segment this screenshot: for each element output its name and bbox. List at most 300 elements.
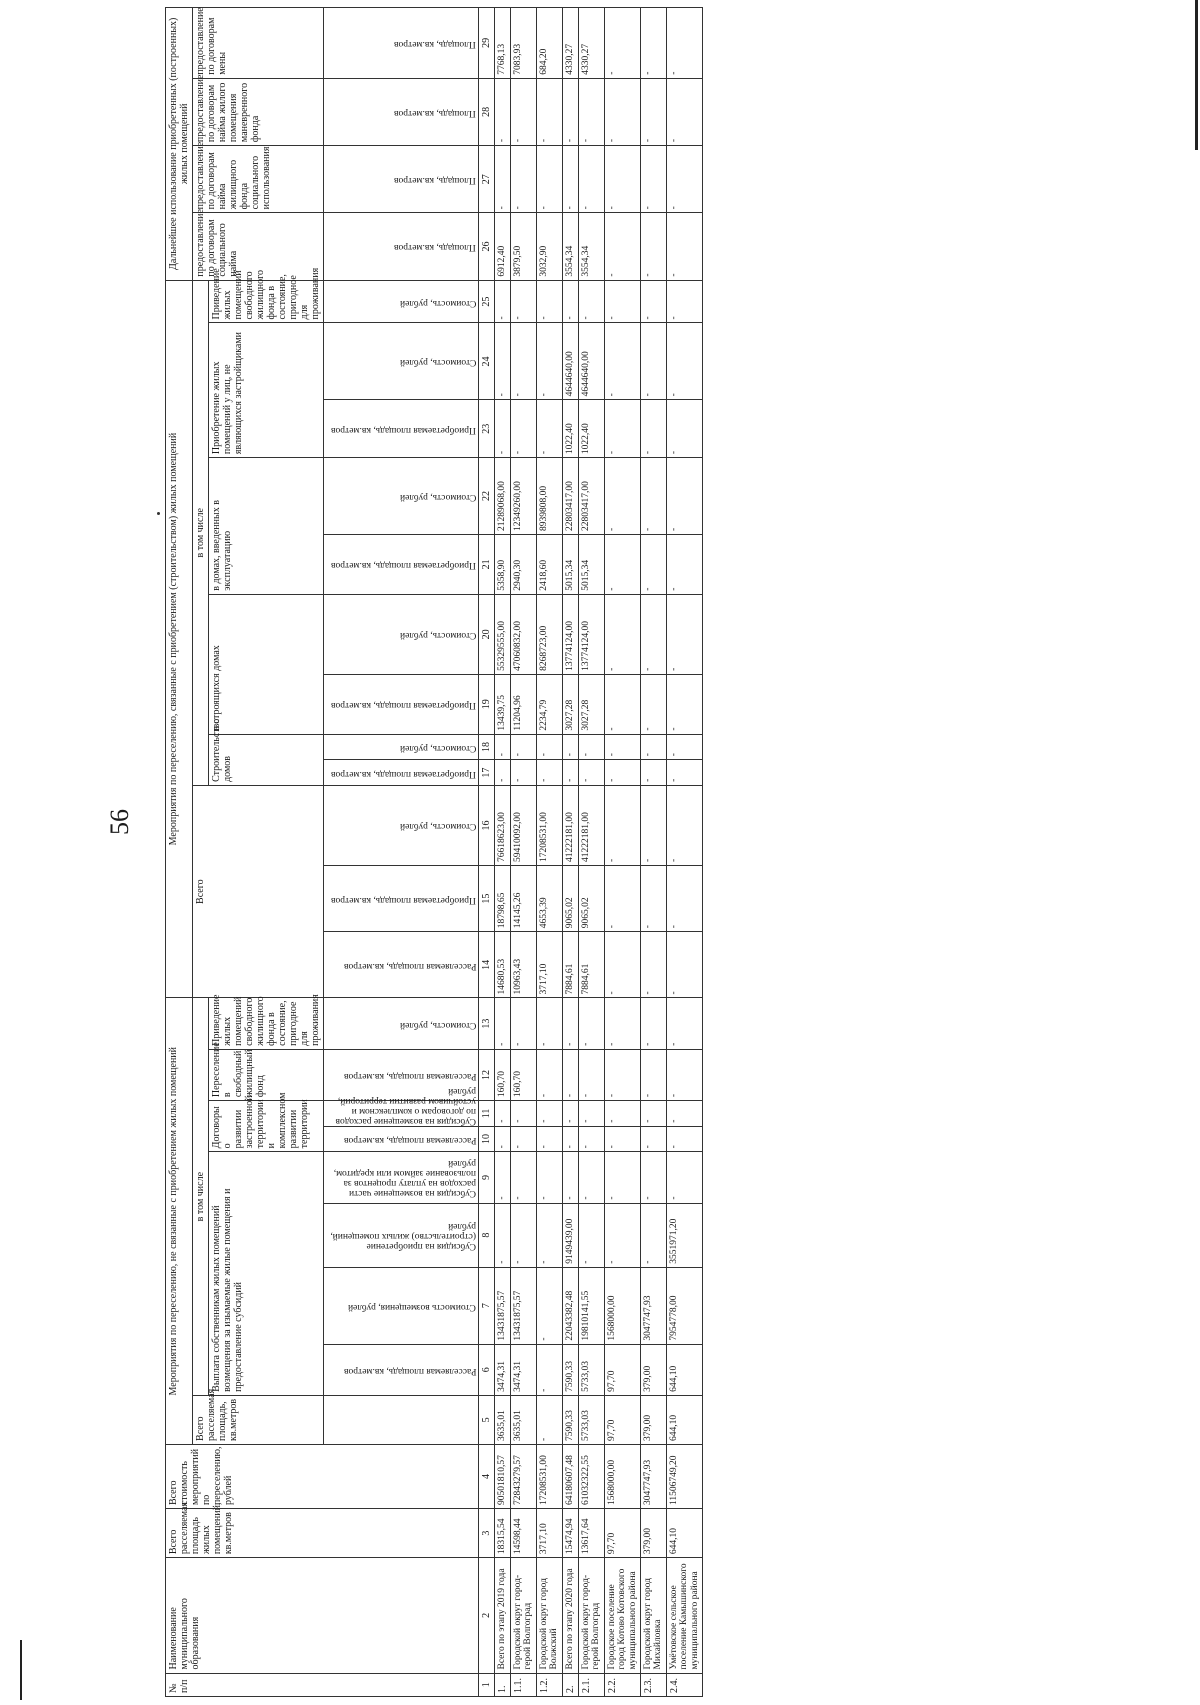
table-cell: - <box>511 1101 537 1127</box>
column-number: 3 <box>479 1509 495 1558</box>
table-cell: - <box>666 594 702 674</box>
column-number: 25 <box>479 280 495 323</box>
row-municipality-name: Городской округ город Волжский <box>536 1558 562 1673</box>
row-municipality-name: Городское поселение город Котово Котовского муниципального района <box>604 1558 640 1673</box>
table-cell: 41222181,00 <box>578 785 604 865</box>
table-cell: - <box>640 8 666 79</box>
column-number: 15 <box>479 866 495 932</box>
header-further-use: Дальнейшее использование приобретенных (построенных) жилых помещений <box>166 8 193 281</box>
table-cell: - <box>604 594 640 674</box>
unit-label: Расселяемая площадь, кв.метров <box>324 1049 479 1100</box>
table-cell: - <box>640 1049 666 1100</box>
row-number: 2.4. <box>666 1673 702 1696</box>
table-cell: - <box>511 760 537 786</box>
table-cell: - <box>640 1152 666 1203</box>
table-cell: - <box>666 1049 702 1100</box>
table-cell: 14680,53 <box>495 932 511 998</box>
table-cell: - <box>536 280 562 323</box>
column-number: 9 <box>479 1152 495 1203</box>
table-cell: 13439,75 <box>495 674 511 734</box>
row-municipality-name: Городской округ город-герой Волгоград <box>511 1558 537 1673</box>
table-cell: - <box>536 998 562 1049</box>
table-cell: 3554,34 <box>562 213 578 280</box>
table-cell: - <box>495 998 511 1049</box>
column-number: 1 <box>479 1673 495 1696</box>
column-number: 2 <box>479 1558 495 1673</box>
table-cell: - <box>578 1101 604 1127</box>
table-cell: 76618623,00 <box>495 785 511 865</box>
table-cell: 17208531,00 <box>536 1444 562 1508</box>
table-row <box>511 8 537 1697</box>
table-cell: - <box>511 78 537 145</box>
table-cell: - <box>666 1101 702 1127</box>
table-cell: 4330,27 <box>578 8 604 79</box>
unit-label: Площадь, кв.метров <box>324 146 479 213</box>
table-cell: - <box>640 785 666 865</box>
table-cell: - <box>562 280 578 323</box>
table-cell: 9065,02 <box>578 866 604 932</box>
table-cell: - <box>604 674 640 734</box>
column-number-row <box>479 8 495 1697</box>
table-cell: - <box>604 534 640 594</box>
table-cell: 3717,10 <box>536 932 562 998</box>
table-cell: - <box>495 146 511 213</box>
table-cell: 13431875,57 <box>511 1267 537 1344</box>
table-cell: - <box>578 1126 604 1152</box>
table-cell: - <box>562 78 578 145</box>
table-cell: - <box>666 734 702 760</box>
table-cell: - <box>562 734 578 760</box>
table-cell: - <box>495 1152 511 1203</box>
table-cell: - <box>666 785 702 865</box>
table-cell: 8268723,00 <box>536 594 562 674</box>
column-number: 28 <box>479 78 495 145</box>
table-cell: - <box>578 1152 604 1203</box>
table-cell: 47060832,00 <box>511 594 537 674</box>
table-cell: - <box>604 998 640 1049</box>
table-cell: - <box>604 280 640 323</box>
table-cell: - <box>578 734 604 760</box>
table-cell: 5358,90 <box>495 534 511 594</box>
header-construction: Строительство домов <box>209 734 324 785</box>
table-cell: - <box>511 998 537 1049</box>
table-cell: - <box>495 323 511 400</box>
unit-label: Расселяемая площадь, кв.метров <box>324 1344 479 1395</box>
page-number: 56 <box>105 809 134 835</box>
table-cell: - <box>640 1126 666 1152</box>
table-cell: - <box>536 1267 562 1344</box>
table-cell: - <box>536 146 562 213</box>
row-number: 2.3. <box>640 1673 666 1696</box>
row-number: 2.1. <box>578 1673 604 1696</box>
table-cell: - <box>495 280 511 323</box>
table-cell: - <box>578 760 604 786</box>
header-use-col-27: предоставление по договорам найма жилищного фонда социального использования <box>193 146 324 213</box>
table-cell: - <box>562 760 578 786</box>
table-cell: 379,00 <box>640 1395 666 1444</box>
table-cell: - <box>666 1126 702 1152</box>
table-cell: 19810141,55 <box>578 1267 604 1344</box>
table-cell: - <box>562 1101 578 1127</box>
table-cell: - <box>536 734 562 760</box>
table-cell: 97,70 <box>604 1344 640 1395</box>
unit-label: Приобретаемая площадь, кв.метров <box>324 760 479 786</box>
column-number: 29 <box>479 8 495 79</box>
table-cell: - <box>562 146 578 213</box>
row-number: 1.2. <box>536 1673 562 1696</box>
table-cell: - <box>640 866 666 932</box>
table-cell: - <box>562 1049 578 1100</box>
table-cell: 3551971,20 <box>666 1203 702 1267</box>
table-cell: 12349260,00 <box>511 458 537 535</box>
table-cell: 17208531,00 <box>536 785 562 865</box>
header-in-that-number: в том числе <box>193 998 209 1395</box>
table-cell: 3879,50 <box>511 213 537 280</box>
table-cell: - <box>640 213 666 280</box>
unit-label: Субсидия на возмещение части расходов на уплату процентов за пользование займом или кредитом, рублей <box>324 1152 479 1203</box>
table-cell: 8939808,00 <box>536 458 562 535</box>
table-cell: - <box>604 400 640 458</box>
header-not-acquisition-group: Мероприятия по переселению, не связанные с приобретением жилых помещений <box>166 998 193 1445</box>
table-cell: - <box>666 866 702 932</box>
table-cell: - <box>511 280 537 323</box>
table-cell: - <box>666 932 702 998</box>
table-cell: 5015,34 <box>578 534 604 594</box>
table-cell: 160,70 <box>511 1049 537 1100</box>
table-cell: - <box>536 1049 562 1100</box>
table-cell: - <box>578 1049 604 1100</box>
unit-label: Расселяемая площадь, кв.метров <box>324 1126 479 1152</box>
table-cell: - <box>666 146 702 213</box>
table-cell: - <box>511 734 537 760</box>
table-cell: 97,70 <box>604 1395 640 1444</box>
table-cell: - <box>511 146 537 213</box>
unit-label: Приобретаемая площадь, кв.метров <box>324 400 479 458</box>
table-cell: - <box>640 280 666 323</box>
unit-label: Стоимость, рублей <box>324 323 479 400</box>
table-cell: - <box>536 1395 562 1444</box>
table-cell: 7954778,00 <box>666 1267 702 1344</box>
table-cell: - <box>640 674 666 734</box>
column-number: 7 <box>479 1267 495 1344</box>
table-cell: - <box>666 8 702 79</box>
table-cell: - <box>578 280 604 323</box>
table-cell: 3717,10 <box>536 1509 562 1558</box>
table-cell: - <box>604 785 640 865</box>
table-cell: 379,00 <box>640 1344 666 1395</box>
table-cell: - <box>604 734 640 760</box>
table-cell: - <box>666 213 702 280</box>
table-cell: 3027,28 <box>578 674 604 734</box>
table-cell: - <box>666 760 702 786</box>
table-cell: - <box>666 280 702 323</box>
table-cell: 15474,94 <box>562 1509 578 1558</box>
column-number: 5 <box>479 1395 495 1444</box>
table-cell: - <box>495 400 511 458</box>
table-cell: 4644640,00 <box>578 323 604 400</box>
header-bringing-free-fund-2: Приведение жилых помещений свободного жилищного фонда в состояние, пригодное для проживания <box>209 280 324 323</box>
table-cell: - <box>604 1049 640 1100</box>
unit-label: Стоимость, рублей <box>324 998 479 1049</box>
table-cell: - <box>495 734 511 760</box>
table-cell: 18315,54 <box>495 1509 511 1558</box>
table-cell: 22043382,48 <box>562 1267 578 1344</box>
table-cell: - <box>562 1152 578 1203</box>
table-cell: 7083,93 <box>511 8 537 79</box>
table-cell: - <box>640 760 666 786</box>
column-number: 13 <box>479 998 495 1049</box>
column-number: 20 <box>479 594 495 674</box>
table-row <box>578 8 604 1697</box>
header-in-that-number-2: в том числе <box>193 280 209 785</box>
header-no: № п/п <box>166 1673 479 1696</box>
unit-label: Приобретаемая площадь, кв.метров <box>324 534 479 594</box>
table-cell: - <box>640 1101 666 1127</box>
table-cell: - <box>666 400 702 458</box>
table-cell: - <box>604 213 640 280</box>
table-cell: - <box>604 866 640 932</box>
table-cell: 2418,60 <box>536 534 562 594</box>
table-cell: 1022,40 <box>578 400 604 458</box>
column-number: 24 <box>479 323 495 400</box>
table-cell: - <box>604 323 640 400</box>
row-number: 2. <box>562 1673 578 1696</box>
table-cell: 3032,90 <box>536 213 562 280</box>
column-number: 12 <box>479 1049 495 1100</box>
table-cell: 14598,44 <box>511 1509 537 1558</box>
table-cell: - <box>640 458 666 535</box>
table-cell: 3474,31 <box>511 1344 537 1395</box>
table-cell: - <box>640 146 666 213</box>
header-use-col-26: предоставление по договорам социального найма <box>193 213 324 280</box>
table-cell: - <box>578 1203 604 1267</box>
unit-label: Стоимость, рублей <box>324 458 479 535</box>
column-number: 11 <box>479 1101 495 1127</box>
table-cell: 21289068,00 <box>495 458 511 535</box>
table-cell: - <box>578 146 604 213</box>
table-cell: 64180607,48 <box>562 1444 578 1508</box>
table-cell: - <box>562 998 578 1049</box>
unit-label: Стоимость, рублей <box>324 280 479 323</box>
table-cell: - <box>511 323 537 400</box>
table-cell: 97,70 <box>604 1509 640 1558</box>
table-cell: 9065,02 <box>562 866 578 932</box>
table-cell: - <box>666 78 702 145</box>
table-cell: 13617,64 <box>578 1509 604 1558</box>
table-cell: 13774124,00 <box>562 594 578 674</box>
table-cell: 644,10 <box>666 1509 702 1558</box>
table-cell: - <box>536 1126 562 1152</box>
header-relocation-free-fund: Переселение в свободный жилищный фонд <box>209 1049 324 1100</box>
table-cell: 13774124,00 <box>578 594 604 674</box>
column-number: 10 <box>479 1126 495 1152</box>
table-cell: 41222181,00 <box>562 785 578 865</box>
table-cell: - <box>666 998 702 1049</box>
unit-label: Приобретаемая площадь, кв.метров <box>324 866 479 932</box>
column-number: 21 <box>479 534 495 594</box>
table-cell: 13431875,57 <box>495 1267 511 1344</box>
row-municipality-name: Всего по этапу 2019 года <box>495 1558 511 1673</box>
header-total: Всего <box>193 785 324 998</box>
table-cell: - <box>604 1126 640 1152</box>
table-cell: - <box>495 78 511 145</box>
table-cell: 3047747,93 <box>640 1267 666 1344</box>
row-number: 2.2. <box>604 1673 640 1696</box>
table-cell: 3474,31 <box>495 1344 511 1395</box>
unit-label <box>324 1395 479 1444</box>
table-cell: 684,20 <box>536 8 562 79</box>
table-cell: - <box>666 534 702 594</box>
table-cell: - <box>536 760 562 786</box>
table-cell: - <box>578 78 604 145</box>
column-number: 8 <box>479 1203 495 1267</box>
table-cell: - <box>562 1126 578 1152</box>
column-number: 18 <box>479 734 495 760</box>
column-number: 26 <box>479 213 495 280</box>
table-cell: - <box>640 998 666 1049</box>
table-cell: - <box>604 146 640 213</box>
table-cell: - <box>536 323 562 400</box>
table-cell: 644,10 <box>666 1344 702 1395</box>
table-cell: - <box>666 1152 702 1203</box>
row-municipality-name: Городской округ город-герой Волгоград <box>578 1558 604 1673</box>
header-purchase-non-developers: Приобретение жилых помещений у лиц, не являющихся застройщиками <box>209 323 324 458</box>
table-cell: 10963,43 <box>511 932 537 998</box>
table-cell: 1022,40 <box>562 400 578 458</box>
row-number: 1. <box>495 1673 511 1696</box>
unit-label: Стоимость возмещения, рублей <box>324 1267 479 1344</box>
row-number: 1.1. <box>511 1673 537 1696</box>
table-cell: 22803417,00 <box>578 458 604 535</box>
header-contracts-group: Договоры о развитии застроенной территории и комплексном развитии территории <box>209 1101 324 1152</box>
table-cell: - <box>604 932 640 998</box>
table-cell: 9149439,00 <box>562 1203 578 1267</box>
table-cell: 14145,26 <box>511 866 537 932</box>
table-cell: - <box>640 734 666 760</box>
table-row <box>640 8 666 1697</box>
table-cell: - <box>536 400 562 458</box>
unit-label: Приобретаемая площадь, кв.метров <box>324 674 479 734</box>
table-row <box>562 8 578 1697</box>
table-cell: - <box>536 78 562 145</box>
table-cell: - <box>666 458 702 535</box>
table-cell: - <box>495 1203 511 1267</box>
column-number: 4 <box>479 1444 495 1508</box>
table-cell: 5733,03 <box>578 1344 604 1395</box>
table-cell: 7884,61 <box>578 932 604 998</box>
table-cell: - <box>536 1101 562 1127</box>
table-cell: 3635,01 <box>511 1395 537 1444</box>
header-use-col-28: предоставление по договорам найма жилого помещения маневренного фонда <box>193 78 324 145</box>
table-cell: 160,70 <box>495 1049 511 1100</box>
unit-label: Стоимость, рублей <box>324 594 479 674</box>
table-cell: - <box>536 1203 562 1267</box>
table-cell: 3635,01 <box>495 1395 511 1444</box>
table-cell: - <box>640 594 666 674</box>
table-cell: 2940,30 <box>511 534 537 594</box>
row-municipality-name: Всего по этапу 2020 года <box>562 1558 578 1673</box>
table-cell: - <box>578 998 604 1049</box>
table-cell: - <box>666 323 702 400</box>
table-cell: - <box>511 1126 537 1152</box>
table-cell: - <box>536 1152 562 1203</box>
table-cell: 11506749,20 <box>666 1444 702 1508</box>
table-cell: - <box>604 8 640 79</box>
table-cell: 3047747,93 <box>640 1444 666 1508</box>
table-cell: 61032322,55 <box>578 1444 604 1508</box>
table-cell: - <box>604 78 640 145</box>
table-cell: 7590,33 <box>562 1395 578 1444</box>
unit-label: Субсидия на возмещение расходов по договорам о комплексном и устойчивом развитии территорий, рублей <box>324 1101 479 1127</box>
table-cell: - <box>604 1203 640 1267</box>
unit-label: Стоимость, рублей <box>324 734 479 760</box>
table-cell: 3027,28 <box>562 674 578 734</box>
unit-label: Площадь, кв.метров <box>324 8 479 79</box>
table-cell: - <box>511 1152 537 1203</box>
table-cell: 18798,65 <box>495 866 511 932</box>
column-number: 22 <box>479 458 495 535</box>
table-cell: - <box>604 1152 640 1203</box>
table-row <box>604 8 640 1697</box>
table-cell: 7768,13 <box>495 8 511 79</box>
table-cell: - <box>511 400 537 458</box>
table-cell: 55329555,00 <box>495 594 511 674</box>
table-cell: 2234,79 <box>536 674 562 734</box>
unit-label: Субсидия на приобретение (строительство) жилых помещений, рублей <box>324 1203 479 1267</box>
table-cell: - <box>640 534 666 594</box>
unit-label: Расселяемая площадь, кв.метров <box>324 932 479 998</box>
table-cell: 1568000,00 <box>604 1444 640 1508</box>
column-number: 19 <box>479 674 495 734</box>
table-cell: 644,10 <box>666 1395 702 1444</box>
header-name: Наименование муниципального образования <box>166 1558 479 1673</box>
table-row <box>666 8 702 1697</box>
table-cell: - <box>604 760 640 786</box>
table-cell: 11204,96 <box>511 674 537 734</box>
table-cell: - <box>640 932 666 998</box>
table-cell: 72843279,57 <box>511 1444 537 1508</box>
table-cell: - <box>640 78 666 145</box>
table-cell: 7590,33 <box>562 1344 578 1395</box>
table-row <box>536 8 562 1697</box>
table-cell: 1568000,00 <box>604 1267 640 1344</box>
table-row <box>495 8 511 1697</box>
table-cell: - <box>604 458 640 535</box>
header-in-building: в строящихся домах <box>209 594 324 734</box>
column-number: 16 <box>479 785 495 865</box>
table-cell: 5733,03 <box>578 1395 604 1444</box>
table-cell: 59410092,00 <box>511 785 537 865</box>
header-payment-group: Выплата собственникам жилых помещений возмещения за изымаемые жилые помещения и предоставление субсидий <box>209 1152 324 1396</box>
table-cell: 90501810,57 <box>495 1444 511 1508</box>
column-number: 6 <box>479 1344 495 1395</box>
table-cell: 3554,34 <box>578 213 604 280</box>
table-cell: - <box>640 400 666 458</box>
table-cell: 6912,40 <box>495 213 511 280</box>
table-cell: - <box>666 674 702 734</box>
table-cell: 5015,34 <box>562 534 578 594</box>
unit-label: Площадь, кв.метров <box>324 213 479 280</box>
header-use-col-29: предоставление по договорам мены <box>193 8 324 79</box>
resettlement-table <box>165 7 703 1697</box>
table-cell: 22803417,00 <box>562 458 578 535</box>
table-cell: - <box>536 1344 562 1395</box>
table-cell: - <box>604 1101 640 1127</box>
table-cell: - <box>640 1203 666 1267</box>
table-cell: 4653,39 <box>536 866 562 932</box>
header-bringing-free-fund: Приведение жилых помещений свободного жилищного фонда в состояние, пригодное для проживания <box>209 998 324 1049</box>
header-acquisition-group: Мероприятия по переселению, связанные с приобретением (строительством) жилых помещений <box>166 280 193 998</box>
